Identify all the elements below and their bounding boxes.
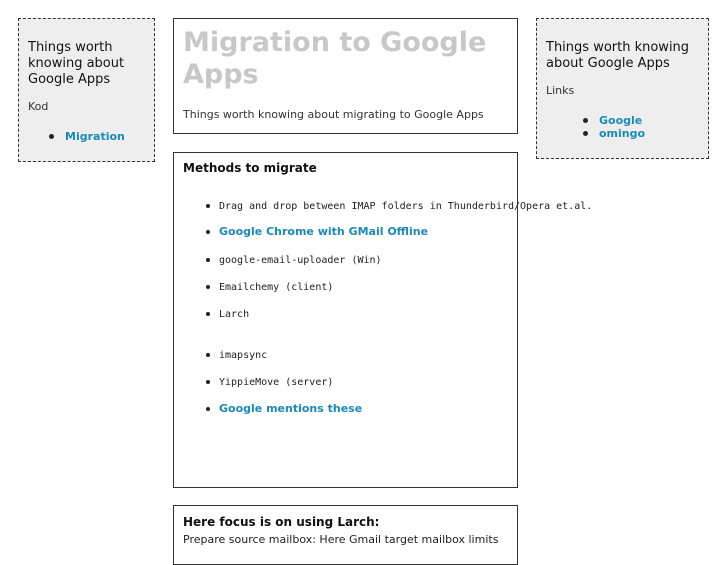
method-item bbox=[219, 199, 592, 214]
left-sidebar-heading: Things worth knowing about Google Apps bbox=[28, 40, 125, 87]
method-item bbox=[219, 402, 362, 416]
google-mentions-link[interactable]: Google mentions these bbox=[219, 402, 363, 415]
method-item bbox=[219, 307, 249, 322]
method-text: Larch bbox=[219, 309, 250, 320]
methods-panel bbox=[173, 152, 593, 488]
larch-heading: Here focus is on using Larch: bbox=[183, 515, 380, 529]
larch-text: Prepare source mailbox: Here Gmail target mailbox limits bbox=[183, 533, 499, 546]
right-sidebar bbox=[536, 18, 709, 159]
title-panel bbox=[173, 18, 518, 134]
omingo-link[interactable]: omingo bbox=[599, 127, 646, 140]
right-sidebar-label: Links bbox=[546, 84, 575, 97]
right-sidebar-heading: Things worth knowing about Google Apps bbox=[546, 40, 690, 71]
right-sidebar-link-item bbox=[583, 127, 645, 140]
method-item bbox=[219, 375, 333, 390]
right-sidebar-links bbox=[583, 114, 645, 140]
left-sidebar-link-item bbox=[49, 130, 125, 143]
left-sidebar-links bbox=[49, 130, 125, 143]
page-title: Migration to Google Apps bbox=[183, 27, 487, 90]
method-text: YippieMove (server) bbox=[219, 377, 334, 388]
method-item bbox=[219, 348, 267, 363]
method-text: Emailchemy (client) bbox=[219, 282, 334, 293]
page-subtitle: Things worth knowing about migrating to Google Apps bbox=[183, 108, 484, 121]
method-text: google-email-uploader (Win) bbox=[219, 255, 382, 266]
left-sidebar bbox=[18, 18, 155, 162]
left-sidebar-label: Kod bbox=[28, 100, 49, 113]
method-text: Drag and drop between IMAP folders in Thunderbird/Opera et.al. bbox=[219, 201, 593, 212]
right-sidebar-link-item bbox=[583, 114, 645, 127]
larch-panel bbox=[173, 505, 518, 565]
method-item bbox=[219, 253, 382, 268]
method-text: imapsync bbox=[219, 350, 268, 361]
method-item bbox=[219, 225, 428, 239]
methods-heading: Methods to migrate bbox=[183, 161, 317, 175]
google-link[interactable]: Google bbox=[599, 114, 643, 127]
migration-link[interactable]: Migration bbox=[65, 130, 125, 143]
chrome-gmail-offline-link[interactable]: Google Chrome with GMail Offline bbox=[219, 225, 429, 238]
method-item bbox=[219, 280, 333, 295]
